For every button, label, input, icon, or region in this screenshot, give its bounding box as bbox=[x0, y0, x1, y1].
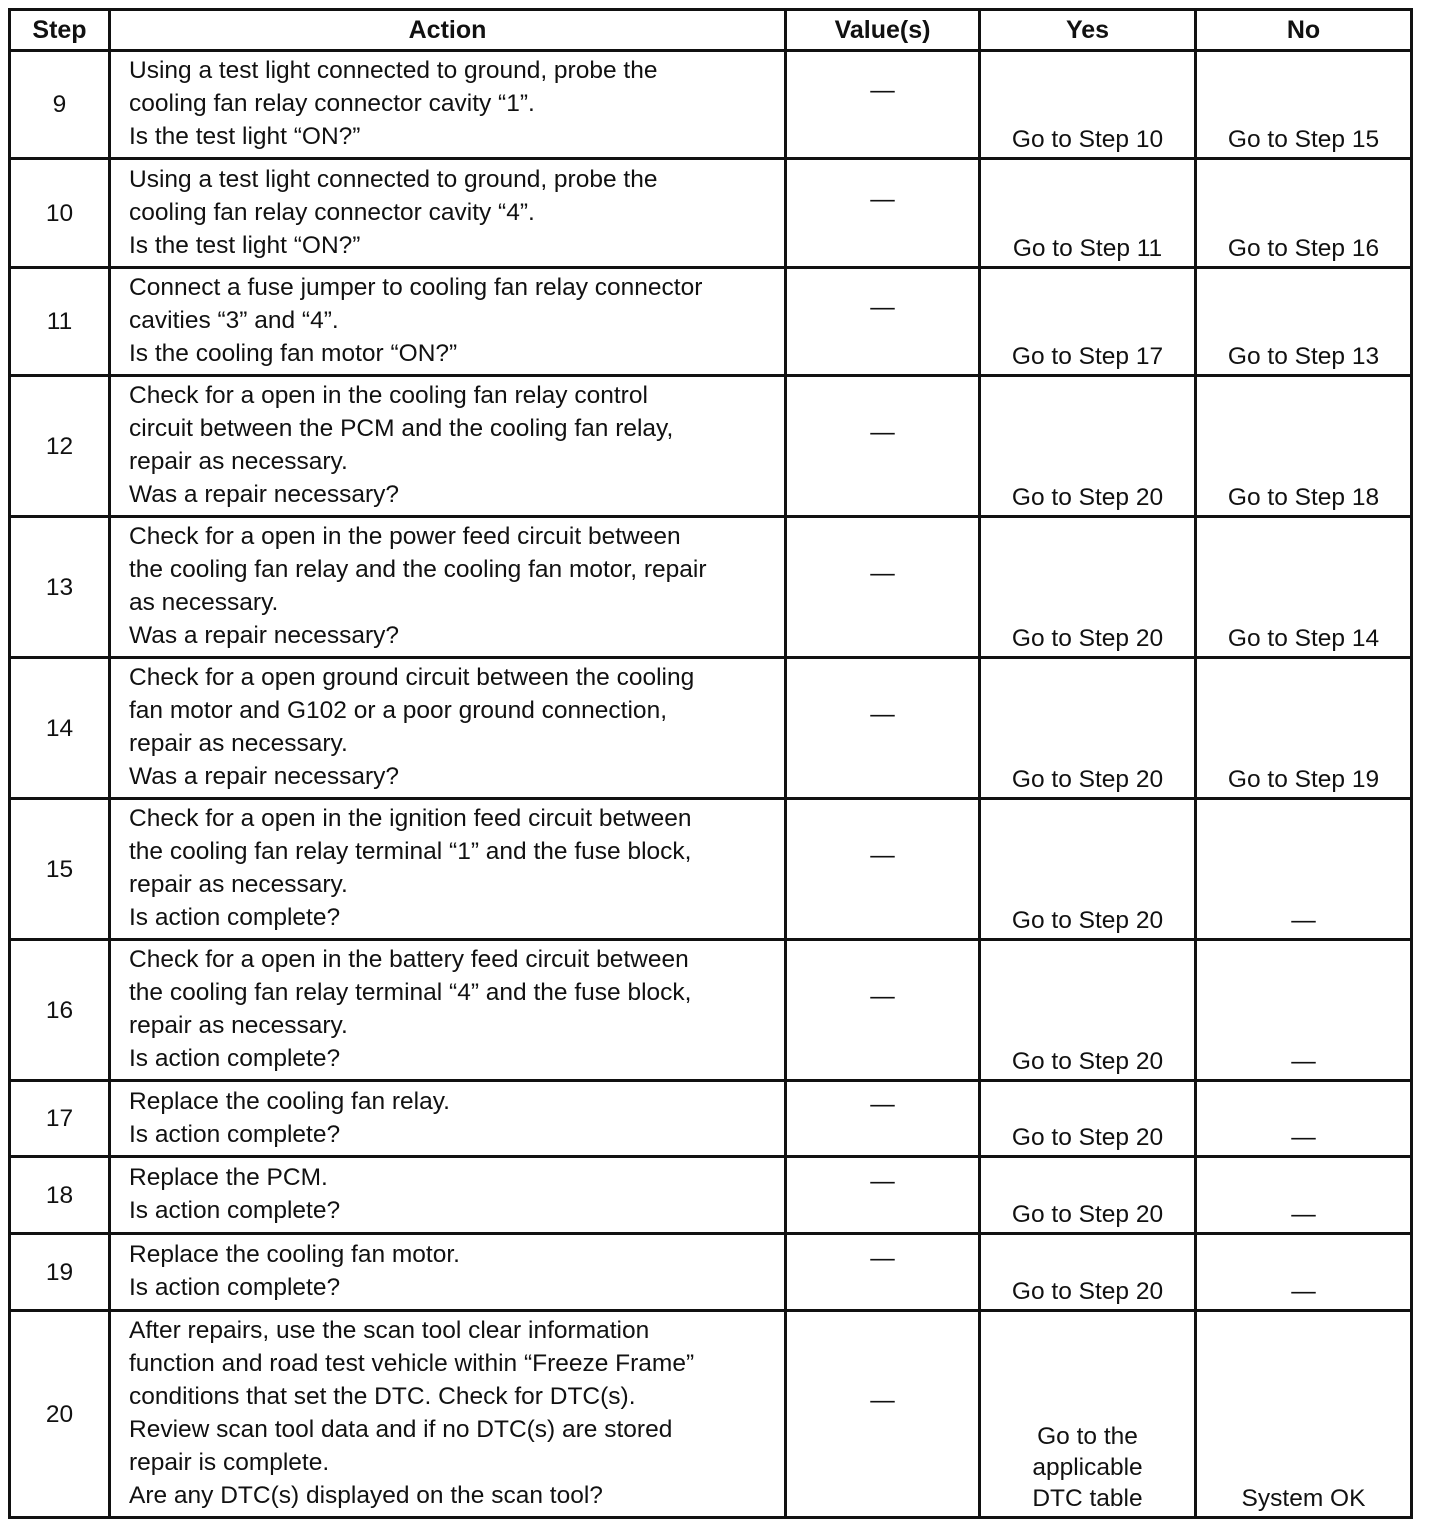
action-line: Was a repair necessary? bbox=[129, 622, 400, 649]
action-line: Are any DTC(s) displayed on the scan tool? bbox=[129, 1482, 603, 1509]
yes-cell bbox=[980, 1234, 1196, 1311]
value-text: — bbox=[870, 294, 895, 321]
action-cell bbox=[110, 799, 786, 940]
value-text: — bbox=[870, 982, 895, 1010]
action-line: Check for a open in the ignition feed circuit between bbox=[129, 805, 692, 832]
table-row bbox=[10, 1157, 1412, 1234]
action-cell bbox=[110, 159, 786, 268]
action-line: Was a repair necessary? bbox=[129, 481, 400, 508]
action-line: Using a test light connected to ground, probe the bbox=[129, 57, 658, 84]
header-value: Value(s) bbox=[786, 10, 980, 51]
no-cell bbox=[1196, 1081, 1412, 1157]
yes-cell bbox=[980, 51, 1196, 159]
no-cell bbox=[1196, 1234, 1412, 1311]
yes-text: Go to Step 20 bbox=[1011, 907, 1164, 934]
action-line: Replace the cooling fan relay. bbox=[129, 1087, 450, 1115]
action-cell bbox=[110, 268, 786, 376]
action-cell bbox=[110, 1234, 786, 1311]
action-cell bbox=[110, 658, 786, 799]
yes-cell bbox=[980, 1157, 1196, 1234]
action-line: conditions that set the DTC. Check for DTC(s). bbox=[129, 1383, 636, 1410]
value-cell bbox=[786, 159, 980, 268]
no-cell bbox=[1196, 940, 1412, 1081]
no-text: Go to Step 14 bbox=[1227, 625, 1380, 652]
no-text: System OK bbox=[1241, 1485, 1366, 1512]
action-line: repair as necessary. bbox=[129, 448, 348, 475]
action-cell bbox=[110, 1311, 786, 1518]
action-cell bbox=[110, 1081, 786, 1157]
value-text: — bbox=[870, 1167, 895, 1195]
table-row bbox=[10, 1234, 1412, 1311]
header-row bbox=[10, 10, 1412, 51]
action-line: cooling fan relay connector cavity “4”. bbox=[129, 198, 535, 226]
value-text: — bbox=[870, 1386, 895, 1414]
action-line: cooling fan relay connector cavity “1”. bbox=[129, 90, 535, 117]
yes-cell bbox=[980, 658, 1196, 799]
yes-text: Go to Step 20 bbox=[1011, 766, 1164, 793]
action-line: as necessary. bbox=[129, 589, 279, 616]
header-yes: Yes bbox=[980, 10, 1196, 51]
action-line: Is action complete? bbox=[129, 1274, 341, 1301]
table-row bbox=[10, 658, 1412, 799]
action-line: function and road test vehicle within “Freeze Frame” bbox=[129, 1350, 695, 1377]
value-text: — bbox=[870, 559, 895, 587]
yes-text: Go to Step 17 bbox=[1011, 343, 1164, 370]
value-cell bbox=[786, 517, 980, 658]
action-line: the cooling fan relay and the cooling fan motor, repair bbox=[129, 556, 707, 583]
action-line: the cooling fan relay terminal “1” and the fuse block, bbox=[129, 838, 692, 865]
table-row bbox=[10, 376, 1412, 517]
action-line: Is the test light “ON?” bbox=[129, 123, 361, 150]
yes-cell bbox=[980, 268, 1196, 376]
yes-cell bbox=[980, 159, 1196, 268]
action-line: cavities “3” and “4”. bbox=[129, 307, 339, 334]
table-header bbox=[10, 10, 1412, 51]
table-row bbox=[10, 940, 1412, 1081]
yes-text: applicable bbox=[1032, 1454, 1143, 1481]
action-line: Review scan tool data and if no DTC(s) are stored bbox=[129, 1416, 673, 1443]
no-cell bbox=[1196, 51, 1412, 159]
step-cell: 16 bbox=[10, 940, 110, 1081]
action-line: fan motor and G102 or a poor ground connection, bbox=[129, 697, 667, 724]
action-line: After repairs, use the scan tool clear information bbox=[129, 1317, 650, 1344]
action-line: Connect a fuse jumper to cooling fan relay connector bbox=[129, 274, 703, 301]
action-line: repair as necessary. bbox=[129, 1012, 348, 1039]
value-cell bbox=[786, 1081, 980, 1157]
no-cell bbox=[1196, 1311, 1412, 1518]
action-line: the cooling fan relay terminal “4” and the fuse block, bbox=[129, 979, 692, 1006]
yes-text: DTC table bbox=[1032, 1485, 1143, 1512]
yes-cell bbox=[980, 517, 1196, 658]
action-line: Is the cooling fan motor “ON?” bbox=[129, 340, 458, 367]
action-line: Is action complete? bbox=[129, 1197, 341, 1224]
yes-text: Go to Step 11 bbox=[1012, 235, 1163, 262]
step-cell: 15 bbox=[10, 799, 110, 940]
yes-text: Go to Step 20 bbox=[1011, 625, 1164, 652]
header-action: Action bbox=[110, 10, 786, 51]
step-cell: 12 bbox=[10, 376, 110, 517]
no-text: — bbox=[1291, 1048, 1316, 1075]
value-cell bbox=[786, 1311, 980, 1518]
header-no: No bbox=[1196, 10, 1412, 51]
step-cell: 19 bbox=[10, 1234, 110, 1311]
action-line: circuit between the PCM and the cooling fan relay, bbox=[129, 415, 674, 442]
value-text: — bbox=[870, 841, 895, 869]
table-row bbox=[10, 1081, 1412, 1157]
yes-text: Go to Step 20 bbox=[1011, 1278, 1164, 1305]
no-text: Go to Step 15 bbox=[1227, 126, 1380, 153]
table-row bbox=[10, 799, 1412, 940]
yes-text: Go to Step 10 bbox=[1011, 126, 1164, 153]
no-cell bbox=[1196, 159, 1412, 268]
no-text: — bbox=[1291, 1201, 1316, 1228]
yes-cell bbox=[980, 376, 1196, 517]
no-cell bbox=[1196, 799, 1412, 940]
table-row bbox=[10, 51, 1412, 159]
no-cell bbox=[1196, 268, 1412, 376]
no-text: — bbox=[1291, 1124, 1316, 1151]
table-row bbox=[10, 517, 1412, 658]
action-cell bbox=[110, 376, 786, 517]
no-cell bbox=[1196, 1157, 1412, 1234]
step-cell: 17 bbox=[10, 1081, 110, 1157]
action-line: Is action complete? bbox=[129, 1120, 341, 1148]
diagnostic-table bbox=[8, 8, 1413, 1519]
action-line: Is action complete? bbox=[129, 904, 341, 931]
action-cell bbox=[110, 51, 786, 159]
action-line: repair as necessary. bbox=[129, 730, 348, 757]
value-cell bbox=[786, 940, 980, 1081]
step-cell: 11 bbox=[10, 268, 110, 376]
yes-cell bbox=[980, 1081, 1196, 1157]
step-cell: 9 bbox=[10, 51, 110, 159]
table-row bbox=[10, 159, 1412, 268]
value-cell bbox=[786, 376, 980, 517]
table-body bbox=[10, 51, 1412, 1518]
action-line: Is the test light “ON?” bbox=[129, 231, 361, 259]
no-cell bbox=[1196, 517, 1412, 658]
action-line: Check for a open in the power feed circuit between bbox=[129, 523, 681, 550]
action-cell bbox=[110, 1157, 786, 1234]
action-line: Check for a open in the battery feed circuit between bbox=[129, 946, 689, 973]
yes-text: Go to Step 20 bbox=[1011, 1201, 1164, 1228]
no-cell bbox=[1196, 658, 1412, 799]
action-line: Using a test light connected to ground, probe the bbox=[129, 165, 658, 193]
step-cell: 18 bbox=[10, 1157, 110, 1234]
yes-cell bbox=[980, 940, 1196, 1081]
action-line: repair is complete. bbox=[129, 1449, 330, 1476]
action-cell bbox=[110, 517, 786, 658]
action-line: Replace the cooling fan motor. bbox=[129, 1241, 460, 1268]
value-cell bbox=[786, 799, 980, 940]
step-cell: 10 bbox=[10, 159, 110, 268]
value-cell bbox=[786, 1234, 980, 1311]
action-line: Replace the PCM. bbox=[129, 1164, 328, 1191]
value-text: — bbox=[870, 1091, 895, 1118]
no-cell bbox=[1196, 376, 1412, 517]
value-text: — bbox=[870, 700, 895, 728]
no-text: Go to Step 19 bbox=[1227, 766, 1380, 793]
action-line: repair as necessary. bbox=[129, 871, 348, 898]
action-line: Is action complete? bbox=[129, 1045, 341, 1072]
header-step: Step bbox=[10, 10, 110, 51]
action-line: Check for a open ground circuit between the cooling bbox=[129, 664, 695, 691]
step-cell: 13 bbox=[10, 517, 110, 658]
value-cell bbox=[786, 268, 980, 376]
action-cell bbox=[110, 940, 786, 1081]
value-cell bbox=[786, 51, 980, 159]
value-text: — bbox=[870, 418, 895, 446]
table-row bbox=[10, 1311, 1412, 1518]
yes-text: Go to Step 20 bbox=[1011, 484, 1164, 511]
no-text: — bbox=[1291, 1278, 1316, 1305]
yes-text: Go to the bbox=[1037, 1423, 1138, 1450]
value-text: — bbox=[870, 77, 895, 104]
no-text: Go to Step 13 bbox=[1227, 343, 1380, 370]
action-line: Was a repair necessary? bbox=[129, 763, 400, 790]
value-cell bbox=[786, 658, 980, 799]
step-cell: 14 bbox=[10, 658, 110, 799]
action-line: Check for a open in the cooling fan relay control bbox=[129, 382, 648, 409]
value-cell bbox=[786, 1157, 980, 1234]
value-text: — bbox=[870, 1244, 895, 1272]
value-text: — bbox=[870, 185, 895, 213]
yes-cell bbox=[980, 1311, 1196, 1518]
yes-text: Go to Step 20 bbox=[1011, 1048, 1164, 1075]
yes-text: Go to Step 20 bbox=[1011, 1124, 1164, 1151]
no-text: — bbox=[1291, 907, 1316, 934]
table-row bbox=[10, 268, 1412, 376]
step-cell: 20 bbox=[10, 1311, 110, 1518]
yes-cell bbox=[980, 799, 1196, 940]
no-text: Go to Step 18 bbox=[1227, 484, 1380, 511]
no-text: Go to Step 16 bbox=[1227, 235, 1380, 262]
